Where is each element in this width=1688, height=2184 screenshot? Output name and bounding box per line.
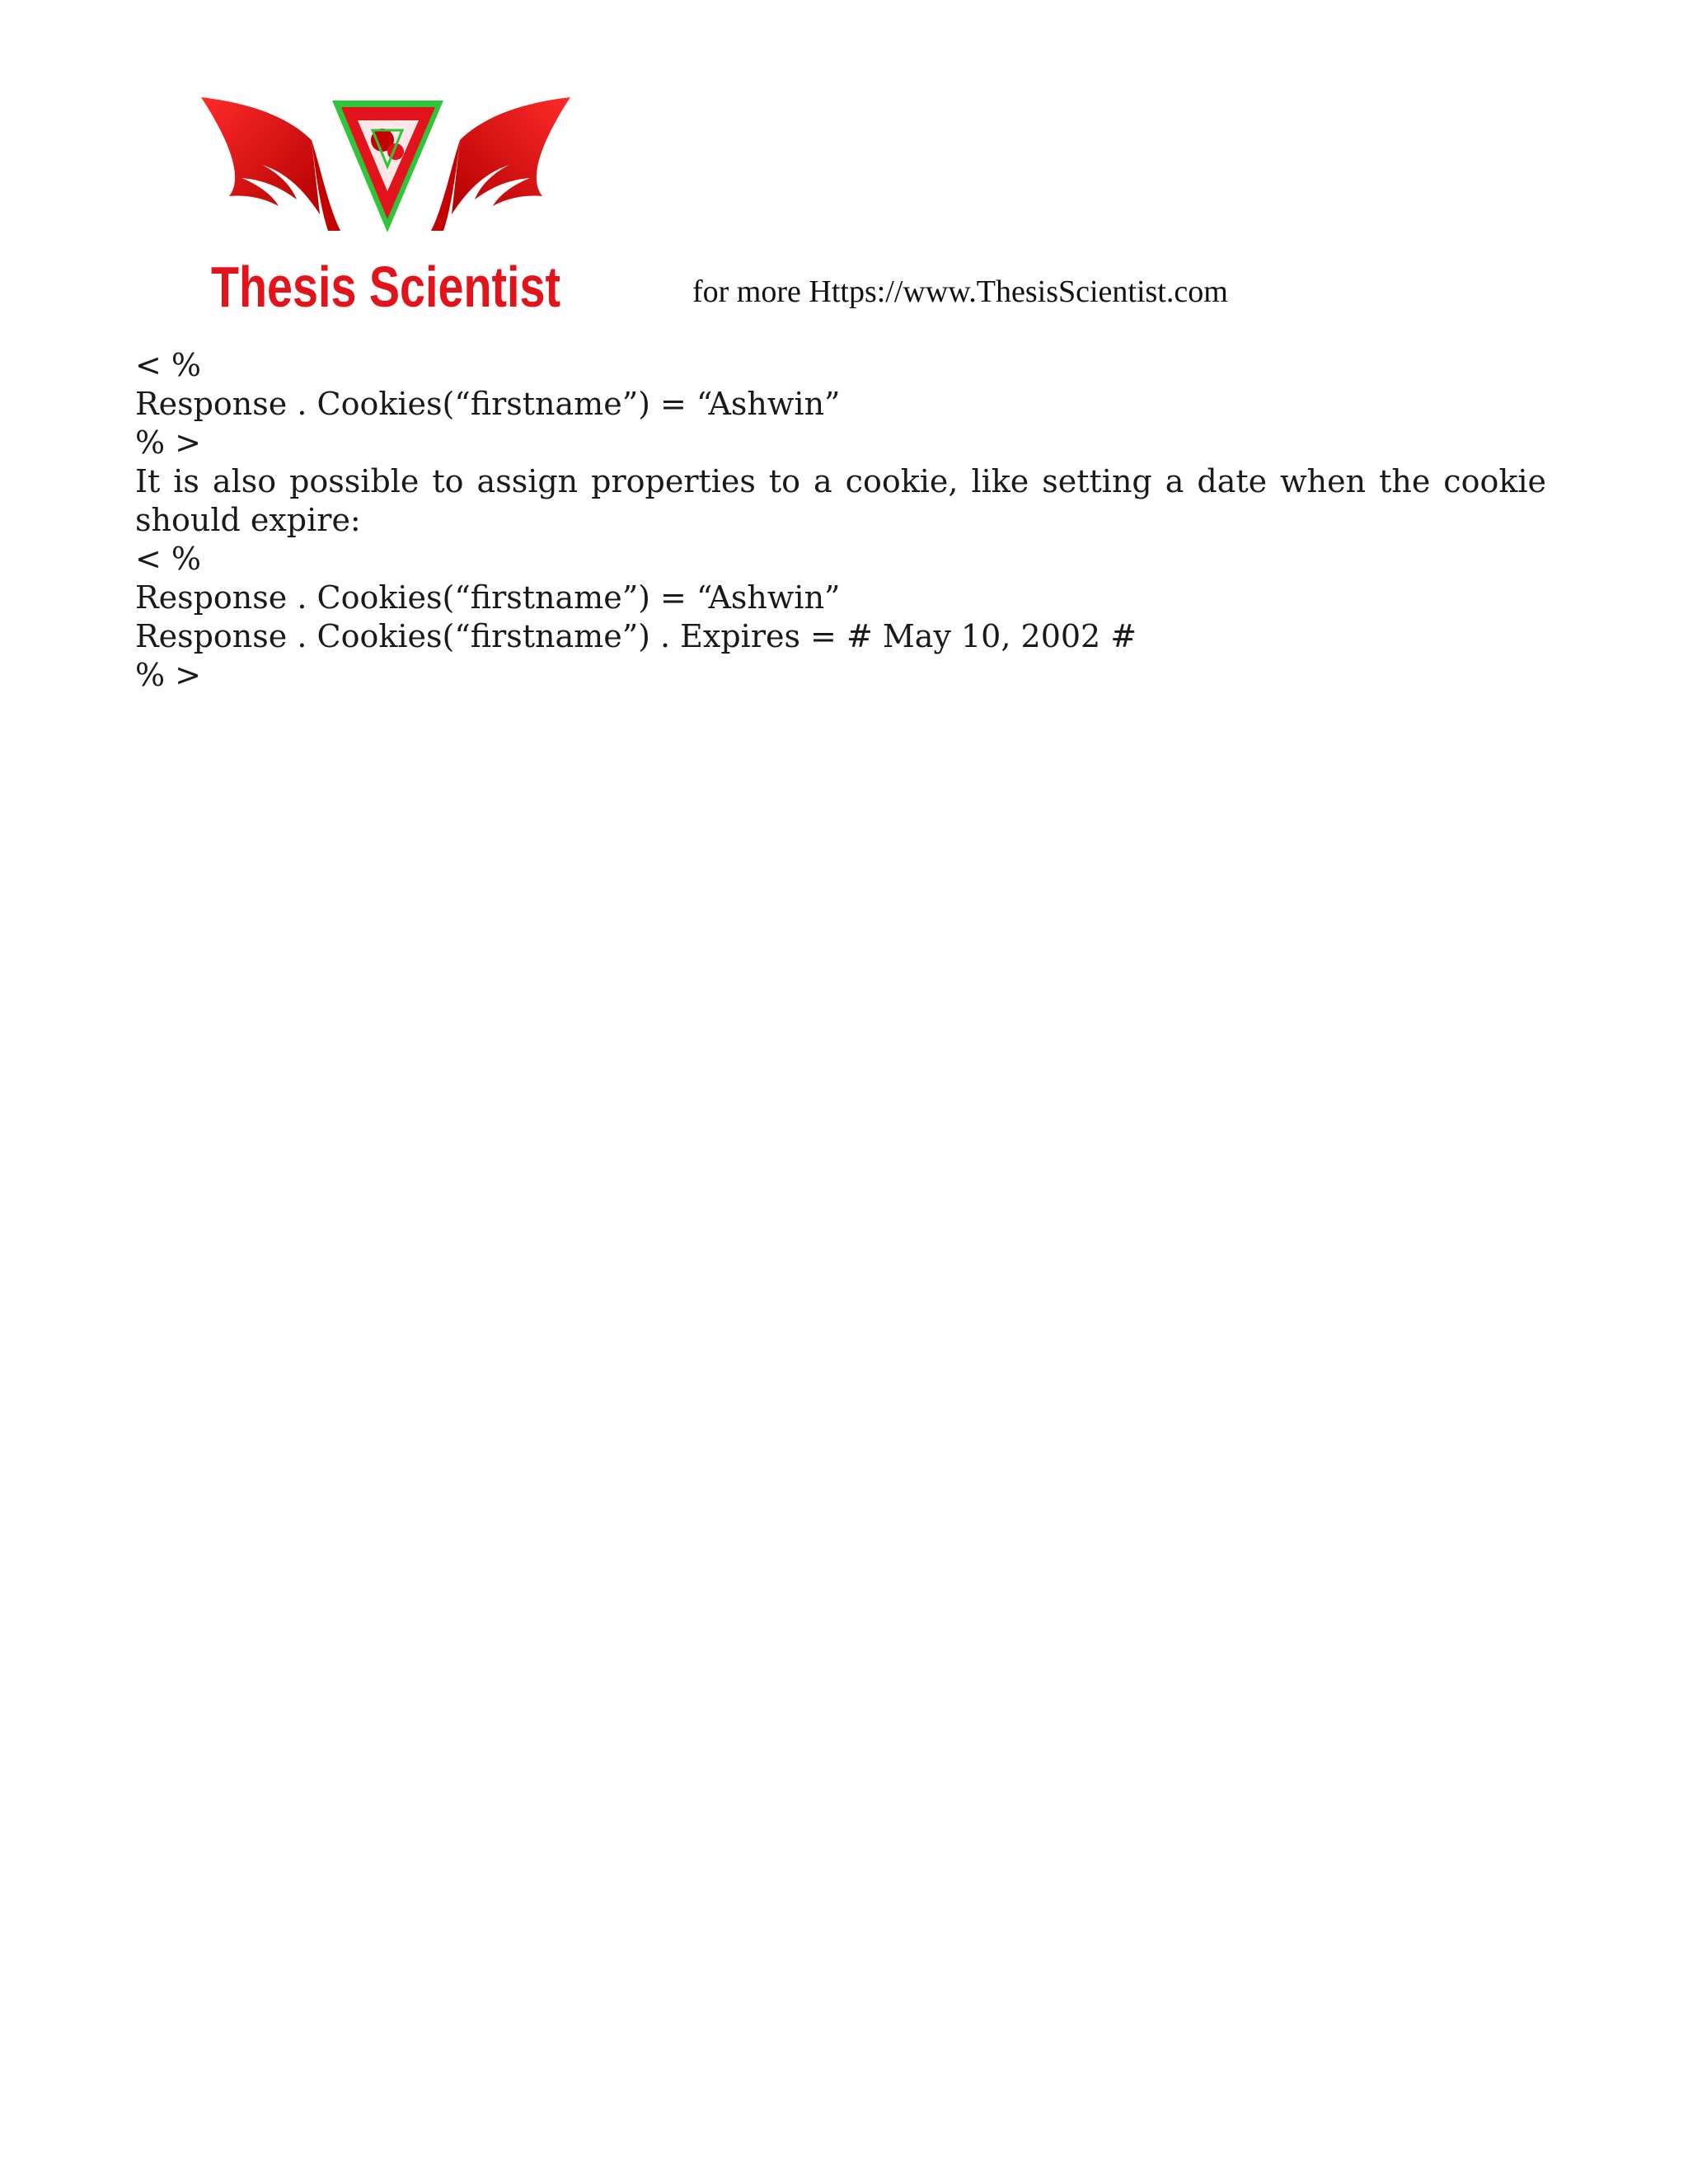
code-line: % > — [135, 424, 202, 461]
code-line: < % — [135, 347, 202, 383]
right-wing-icon — [431, 97, 570, 231]
code-line: Response . Cookies(“firstname”) = “Ashwin” — [135, 386, 841, 422]
page-header — [0, 0, 1688, 330]
document-body — [135, 346, 1546, 695]
logo-graphic — [196, 91, 575, 321]
body-paragraph: It is also possible to assign properties to a cookie, like setting a date when the cookie should expire: — [135, 463, 1546, 538]
code-line: Response . Cookies(“firstname”) . Expires = # May 10, 2002 # — [135, 618, 1137, 654]
code-line: % > — [135, 657, 202, 693]
triangle-emblem-icon — [332, 101, 443, 232]
logo-text: Thesis Scientist — [211, 255, 560, 319]
left-wing-icon — [201, 97, 340, 231]
header-website-link[interactable]: for more Https://www.ThesisScientist.com — [692, 274, 1228, 309]
thesis-scientist-logo — [196, 91, 575, 321]
code-line: < % — [135, 541, 202, 577]
code-line: Response . Cookies(“firstname”) = “Ashwin” — [135, 579, 841, 616]
